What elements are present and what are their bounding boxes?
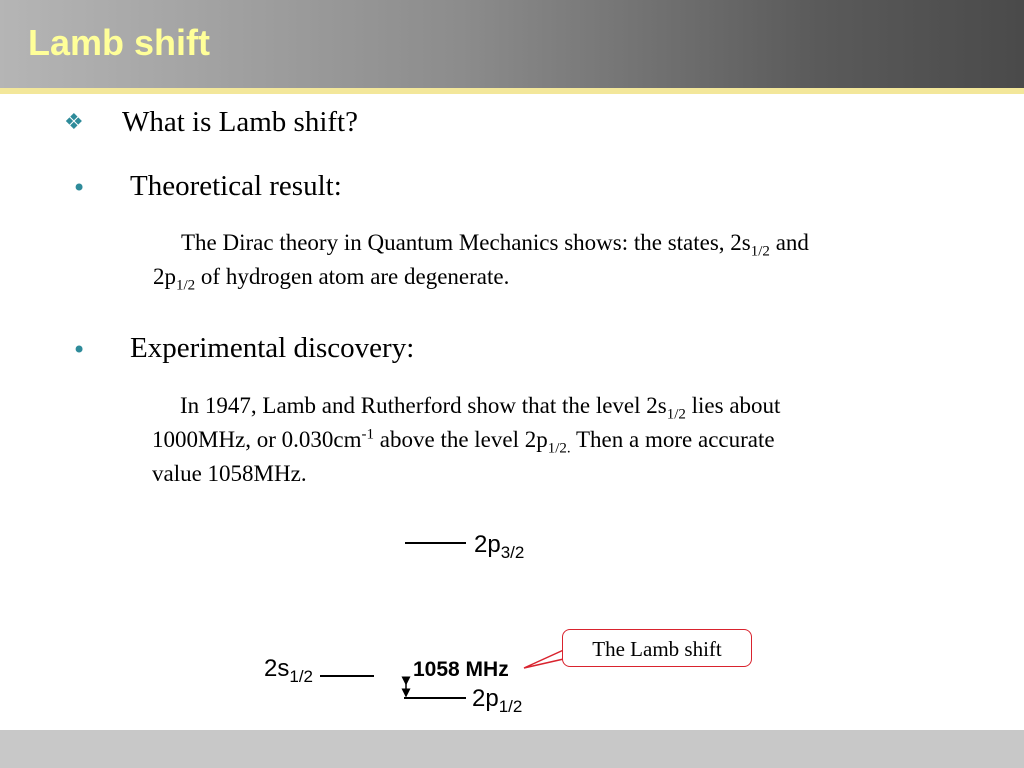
bullet-dot-icon: • <box>72 336 87 364</box>
level-label-2s12: $2s_{1/2}$ <box>264 655 313 686</box>
section-heading-theoretical: Theoretical result: <box>130 170 342 202</box>
gap-label: 1058 MHz <box>413 658 509 681</box>
experimental-paragraph: In 1947, Lamb and Rutherford show that the level $2s_{1/2}$ lies about 1000MHz, or $0.030cm^{-1}$ above the level $2p_{1/2.}$ Then a more accurate value 1058MHz. <box>152 393 781 486</box>
theoretical-paragraph: The Dirac theory in Quantum Mechanics shows: the states, $2s_{1/2}$ and $2p_{1/2}$ of hydrogen atom are degenerate. <box>153 230 809 294</box>
slide-footer <box>0 730 1024 768</box>
question-text: What is Lamb shift? <box>122 106 358 138</box>
level-label-2p32: $2p_{3/2}$ <box>474 531 525 562</box>
lamb-shift-callout: The Lamb shift <box>562 629 752 667</box>
diamond-bullet-icon: ❖ <box>64 110 84 135</box>
section-heading-experimental: Experimental discovery: <box>130 332 415 364</box>
slide-title: Lamb shift <box>28 22 211 63</box>
level-label-2p12: $2p_{1/2}$ <box>472 685 523 716</box>
bullet-dot-icon: • <box>72 174 87 202</box>
